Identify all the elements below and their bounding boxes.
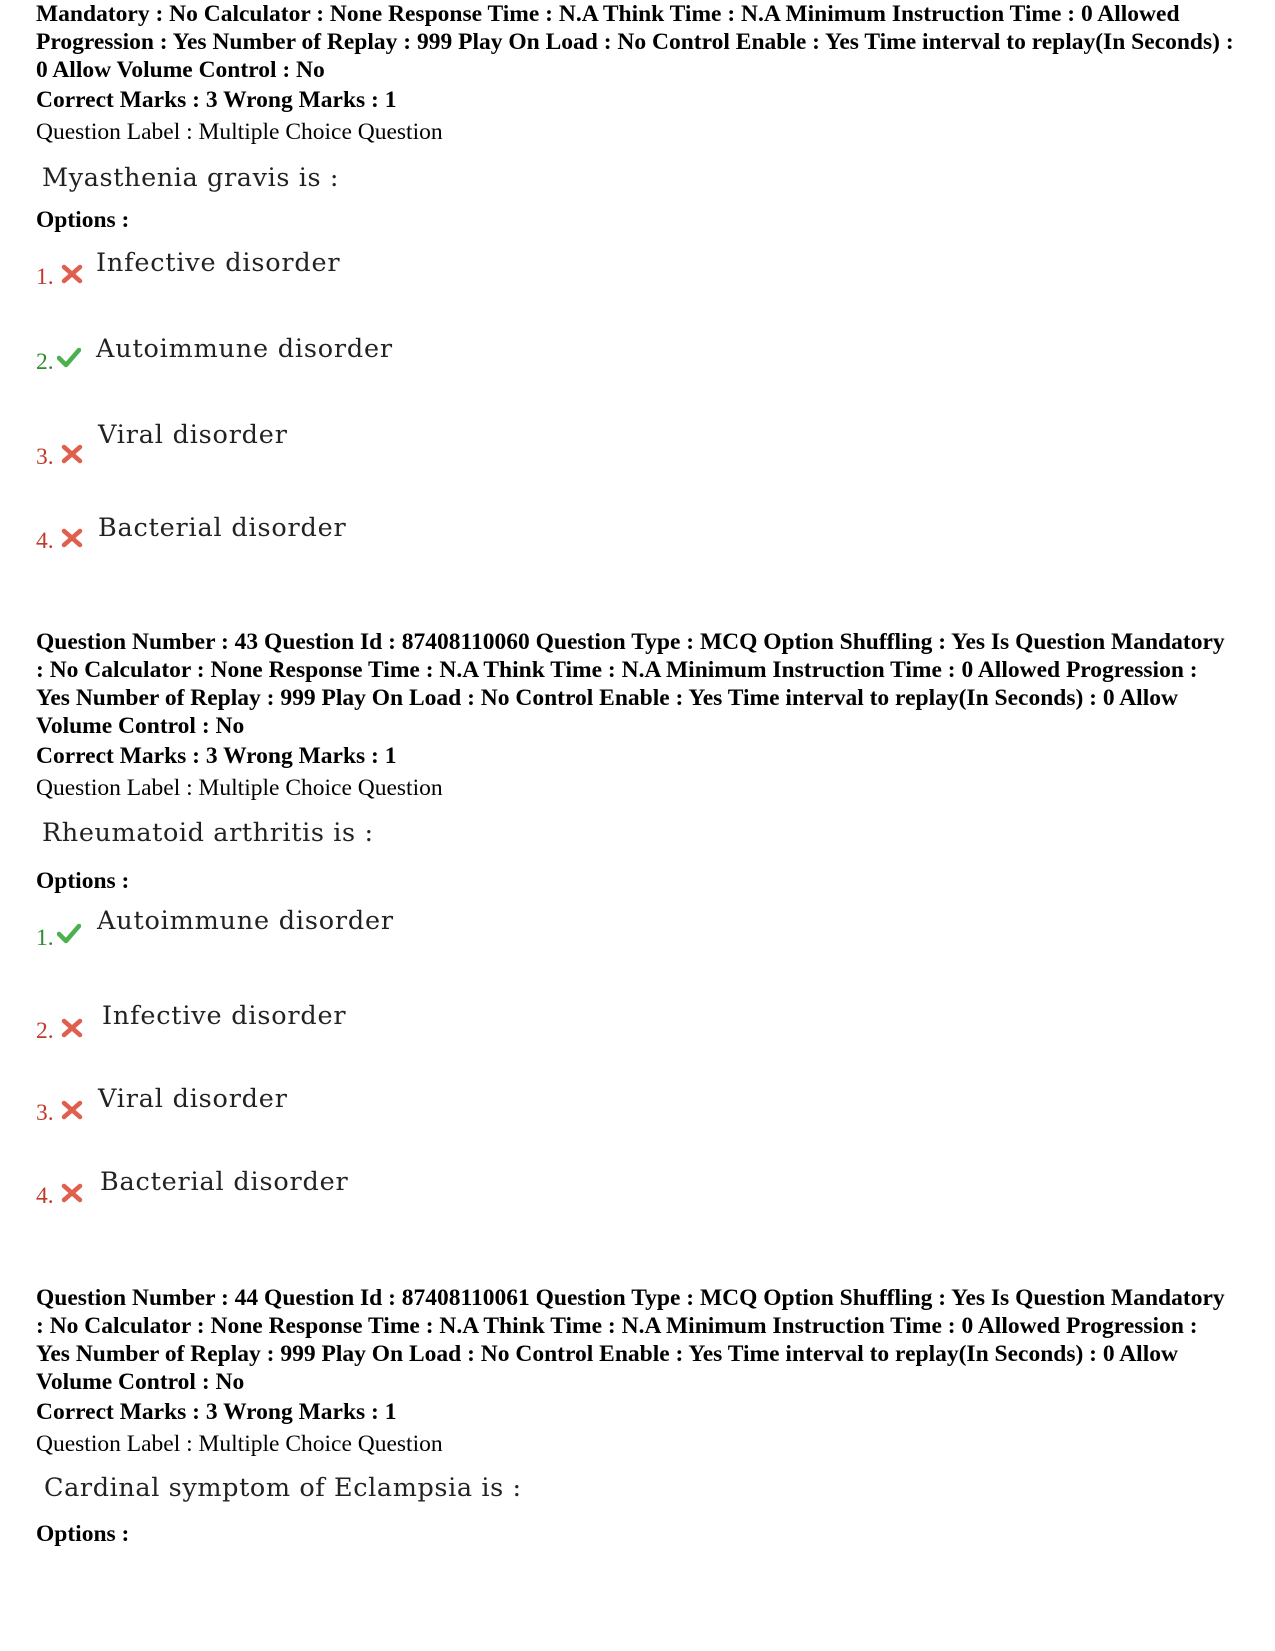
q43-option-3-text: Viral disorder <box>98 1084 288 1114</box>
q42-option-2-number: 2. <box>36 349 54 375</box>
q42-option-3-number: 3. <box>36 444 54 470</box>
check-icon <box>57 346 81 368</box>
q43-option-2-text: Infective disorder <box>102 1001 347 1031</box>
q43-marks: Correct Marks : 3 Wrong Marks : 1 <box>36 743 397 769</box>
cross-icon <box>60 1099 84 1121</box>
q42-option-4-number: 4. <box>36 528 54 554</box>
q44-marks: Correct Marks : 3 Wrong Marks : 1 <box>36 1399 397 1425</box>
q42-question-text: Myasthenia gravis is : <box>42 163 340 193</box>
q43-metadata: Question Number : 43 Question Id : 87408110060 Question Type : MCQ Option Shuffling : Yes Is Question Mandatory : No Calculator : None Response Time : N.A Think Time : N.A Minimum Instruction Time : 0 Allowed Progression : Yes Number of Replay : 999 Play On Load : No Control Enable : Yes Time interval to replay(In Seconds) : 0 Allow Volume Control : No <box>36 629 1225 739</box>
cross-icon <box>60 443 84 465</box>
q42-options-heading: Options : <box>36 207 130 233</box>
cross-icon <box>60 1182 84 1204</box>
q43-option-2-number: 2. <box>36 1018 54 1044</box>
q42-question-label: Question Label : Multiple Choice Question <box>36 119 443 145</box>
q42-marks: Correct Marks : 3 Wrong Marks : 1 <box>36 87 397 113</box>
q42-option-3-text: Viral disorder <box>98 420 288 450</box>
q42-option-1-text: Infective disorder <box>96 248 341 278</box>
cross-icon <box>60 263 84 285</box>
q42-option-1-number: 1. <box>36 264 54 290</box>
q43-option-4-number: 4. <box>36 1183 54 1209</box>
cross-icon <box>60 1017 84 1039</box>
q43-option-1-number: 1. <box>36 925 54 951</box>
q43-option-1-text: Autoimmune disorder <box>97 906 394 936</box>
q43-question-label: Question Label : Multiple Choice Question <box>36 775 443 801</box>
q43-question-text: Rheumatoid arthritis is : <box>42 818 374 848</box>
q44-options-heading: Options : <box>36 1521 130 1547</box>
q44-question-label: Question Label : Multiple Choice Question <box>36 1431 443 1457</box>
cross-icon <box>60 527 84 549</box>
q42-option-4-text: Bacterial disorder <box>98 513 347 543</box>
q44-metadata: Question Number : 44 Question Id : 87408110061 Question Type : MCQ Option Shuffling : Yes Is Question Mandatory : No Calculator : None Response Time : N.A Think Time : N.A Minimum Instruction Time : 0 Allowed Progression : Yes Number of Replay : 999 Play On Load : No Control Enable : Yes Time interval to replay(In Seconds) : 0 Allow Volume Control : No <box>36 1285 1225 1395</box>
q42-option-2-text: Autoimmune disorder <box>96 334 393 364</box>
q44-question-text: Cardinal symptom of Eclampsia is : <box>44 1473 522 1503</box>
q43-option-3-number: 3. <box>36 1100 54 1126</box>
q43-option-4-text: Bacterial disorder <box>100 1167 349 1197</box>
check-icon <box>57 922 81 944</box>
q42-metadata: Mandatory : No Calculator : None Response Time : N.A Think Time : N.A Minimum Instruction Time : 0 Allowed Progression : Yes Number of Replay : 999 Play On Load : No Control Enable : Yes Time interval to replay(In Seconds) : 0 Allow Volume Control : No <box>36 1 1234 83</box>
q43-options-heading: Options : <box>36 868 130 894</box>
